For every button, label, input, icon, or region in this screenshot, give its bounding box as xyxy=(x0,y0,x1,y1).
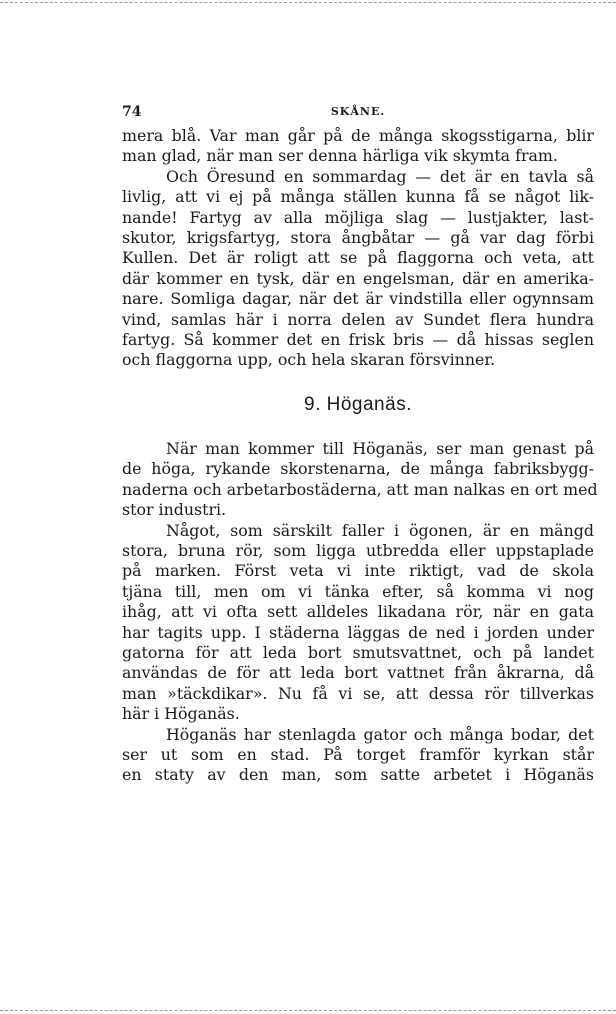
text-line: tjäna till, men om vi tänka efter, så komma vi nog xyxy=(122,581,594,601)
text-line: mera blå. Var man går på de många skogsstigarna, blir xyxy=(122,126,594,145)
running-title: SKÅNE. xyxy=(330,105,386,118)
book-page xyxy=(122,104,598,786)
text-line: livlig, att vi ej på många ställen kunna få se något lik- xyxy=(122,187,594,207)
text-line: de höga, rykande skorstenarna, de många fabriksbygg- xyxy=(122,459,594,479)
page-number: 74 xyxy=(122,104,142,120)
text-line: stora, bruna rör, som ligga utbredda eller uppstaplade xyxy=(122,540,594,560)
text-line: nare. Somliga dagar, när det är vindstilla eller ogynnsam xyxy=(122,289,594,309)
paragraph xyxy=(122,438,598,521)
text-line: och flaggorna upp, och hela skaran försvinner. xyxy=(122,350,496,370)
text-line: fartyg. Så kommer det en frisk bris — då hissas seglen xyxy=(122,330,594,350)
text-line: har tagits upp. I städerna läggas de ned i jorden under xyxy=(122,622,594,642)
paragraph xyxy=(122,167,594,371)
text-line: Något, som särskilt faller i ögonen, är en mängd xyxy=(166,520,594,540)
text-line: där kommer en tysk, där en engelsman, där en amerika- xyxy=(122,268,594,288)
paragraph xyxy=(122,521,594,725)
text-line: ser ut som en stad. På torget framför kyrkan står xyxy=(122,744,594,764)
text-line: naderna och arbetarbostäderna, att man nalkas en ort med xyxy=(122,479,598,499)
text-line: Och Öresund en sommardag — det är en tavla så xyxy=(166,166,594,186)
text-line: När man kommer till Höganäs, ser man genast på xyxy=(166,438,594,458)
text-line: på marken. Först veta vi inte riktigt, vad de skola xyxy=(122,561,594,581)
page-edge-top xyxy=(0,2,616,3)
text-line: stor industri. xyxy=(122,500,227,520)
text-line: ihåg, att vi ofta sett alldeles likadana rör, när en gata xyxy=(122,602,594,622)
section-heading: 9. Höganäs. xyxy=(304,393,412,415)
text-line: Kullen. Det är roligt att se på flaggorna och veta, att xyxy=(122,248,594,268)
paragraph xyxy=(122,126,594,167)
text-line: skutor, krigsfartyg, stora ångbåtar — gå var dag förbi xyxy=(122,228,594,248)
text-line: en staty av den man, som satte arbetet i Höganäs xyxy=(122,765,594,785)
body-text xyxy=(122,126,598,786)
text-line: användas de för att leda bort vattnet från åkrarna, då xyxy=(122,663,594,683)
paragraph xyxy=(122,725,594,786)
text-line: här i Höganäs. xyxy=(122,704,240,724)
text-line: gatorna för att leda bort smutsvattnet, och på landet xyxy=(122,642,594,662)
running-head xyxy=(122,104,594,126)
text-line: man glad, när man ser denna härliga vik skymta fram. xyxy=(122,146,558,166)
text-line: Höganäs har stenlagda gator och många bodar, det xyxy=(166,724,594,744)
text-line: nande! Fartyg av alla möjliga slag — lustjakter, last- xyxy=(122,207,594,227)
page-edge-bottom xyxy=(0,1010,616,1011)
text-line: vind, samlas här i norra delen av Sundet flera hundra xyxy=(122,309,594,329)
text-line: man »täckdikar». Nu få vi se, att dessa rör tillverkas xyxy=(122,683,594,703)
